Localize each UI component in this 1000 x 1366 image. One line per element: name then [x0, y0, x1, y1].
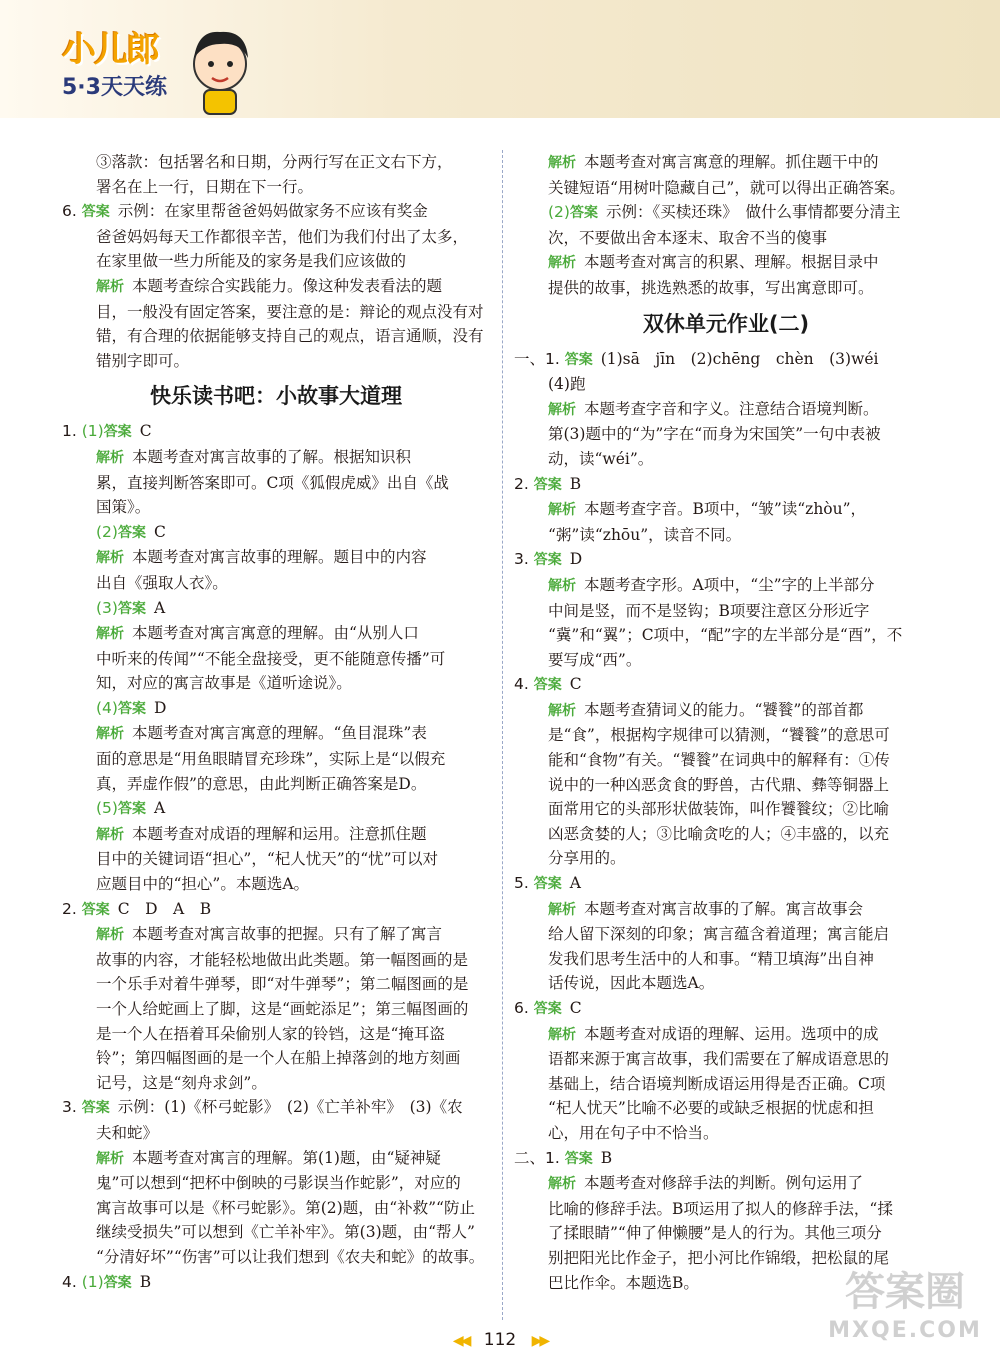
text-line: 署名在上一行，日期在下一行。 — [96, 177, 314, 196]
line-text: C D A B — [117, 899, 212, 918]
answer-tag: 答案 — [117, 524, 146, 541]
analysis-tag: 解析 — [96, 626, 124, 643]
text-line: 目中的关键词语“担心”，“杞人忧天”的“忧”可以对 — [96, 850, 439, 869]
line-text: C — [569, 999, 582, 1017]
question-number: 一、1. — [514, 349, 565, 368]
line-text: 本题考查综合实践能力。像这种发表看法的题 — [132, 276, 443, 295]
question-number: 6. — [62, 202, 82, 221]
watermark-line1: 答案圈 — [845, 1269, 965, 1315]
answer-tag: 答案 — [81, 1100, 110, 1117]
watermark — [820, 1268, 990, 1358]
answer-line — [514, 871, 938, 897]
left-column — [62, 150, 490, 1295]
analysis-tag: 解析 — [96, 826, 124, 843]
answer-tag: 答案 — [533, 876, 562, 893]
next-arrows-icon: ▶▶ — [531, 1333, 548, 1349]
line-text: C — [153, 522, 166, 541]
text-line: 了揉眼睛”“伸了伸懒腰”是人的行为。其他三项分 — [548, 1224, 882, 1243]
analysis-tag: 解析 — [548, 702, 576, 719]
mascot-boy-icon — [180, 18, 260, 118]
text-line: 关键短语“用树叶隐藏自己”，就可以得出正确答案。 — [548, 178, 905, 197]
analysis-tag: 解析 — [96, 550, 124, 567]
sub-question-number: (1) — [81, 1272, 104, 1291]
answer-line — [514, 347, 938, 373]
answer-line — [62, 897, 490, 923]
sub-question-number: (1) — [81, 422, 104, 441]
line-text: 本题考查字形。A项中，“尘”字的上半部分 — [584, 575, 875, 594]
answer-tag: 答案 — [533, 476, 562, 493]
analysis-tag: 解析 — [96, 278, 124, 295]
text-line: 一个人给蛇画上了脚，这是“画蛇添足”；第三幅图画的 — [96, 1000, 469, 1018]
text-line: 鬼”可以想到“把杯中倒映的弓影误当作蛇影”，对应的 — [96, 1174, 461, 1193]
answer-line — [514, 1171, 938, 1197]
text-line: 心，用在句子中不恰当。 — [548, 1123, 719, 1142]
answer-line — [514, 1022, 938, 1048]
line-text: 本题考查对成语的理解、运用。选项中的成 — [584, 1024, 879, 1043]
watermark-line2: MXQE.COM — [828, 1318, 982, 1343]
answer-line — [514, 497, 938, 523]
line-text: B — [569, 474, 582, 493]
brand-logo — [62, 18, 232, 104]
text-line: ③落款：包括署名和日期，分两行写在正文右下方， — [96, 153, 453, 171]
line-text: D — [153, 698, 167, 717]
line-text: A — [153, 799, 166, 818]
text-line: 累，直接判断答案即可。C项《狐假虎威》出自《战 — [96, 473, 449, 492]
answer-tag: 答案 — [103, 1274, 132, 1291]
answer-tag: 答案 — [117, 600, 146, 617]
column-divider — [502, 150, 503, 1320]
text-line: 记号，这是“刻舟求剑”。 — [96, 1073, 267, 1092]
text-line: 基础上，结合语境判断成语运用得是否正确。C项 — [548, 1074, 886, 1093]
answer-line — [514, 200, 938, 226]
line-text: 本题考查对寓言故事的了解。寓言故事会 — [584, 899, 864, 918]
text-line: 寓言故事可以是《杯弓蛇影》。第(2)题，由“补救”“防止 — [96, 1198, 475, 1217]
line-text: 示例：(1)《杯弓蛇影》 (2)《亡羊补牢》 (3)《农 — [117, 1098, 463, 1117]
right-column — [514, 150, 938, 1295]
line-text: 本题考查对寓言的积累、理解。根据目录中 — [584, 253, 879, 272]
answer-tag: 答案 — [564, 1150, 593, 1167]
text-line: 别把阳光比作金子，把小河比作锦缎，把松鼠的尾 — [548, 1248, 890, 1267]
line-text: B — [600, 1148, 613, 1167]
page-number: 112 — [483, 1330, 517, 1350]
line-text: A — [569, 874, 581, 893]
line-text: C — [569, 675, 582, 694]
answer-line — [514, 397, 938, 423]
answer-line — [514, 547, 938, 573]
text-line: 夫和蛇》 — [96, 1123, 159, 1142]
analysis-tag: 解析 — [548, 1026, 576, 1043]
question-number: 4. — [62, 1272, 82, 1291]
line-text: 本题考查对成语的理解和运用。注意抓住题 — [132, 824, 427, 843]
sub-question-number: (5) — [96, 799, 118, 818]
logo-title: 小儿郎 — [62, 30, 158, 70]
line-text: C — [139, 422, 152, 441]
answer-tag: 答案 — [564, 351, 593, 368]
question-number: 6. — [514, 999, 534, 1017]
answer-line — [62, 274, 490, 300]
text-line: 错，有合理的依据能够支持自己的观点，语言通顺，没有 — [96, 327, 484, 346]
analysis-tag: 解析 — [548, 255, 576, 272]
sub-question-number: (2) — [548, 203, 570, 222]
line-text: 本题考查对寓言故事的理解。题目中的内容 — [132, 548, 427, 567]
text-line: 给人留下深刻的印象；寓言蕴含着道理；寓言能启 — [548, 925, 890, 944]
text-line: “冀”和“翼”；C项中，“配”字的左半部分是“酉”，不 — [548, 626, 903, 645]
text-line: 要写成“西”。 — [548, 650, 642, 669]
analysis-tag: 解析 — [548, 155, 576, 171]
sub-question-number: (4) — [96, 698, 118, 717]
line-text: 本题考查对寓言故事的了解。根据知识积 — [132, 447, 412, 466]
text-line: 第(3)题中的“为”字在“而身为宋国笑”一句中表被 — [548, 425, 881, 444]
text-line: 是“食”，根据构字规律可以猜测，“饕餮”的意思可 — [548, 726, 890, 745]
line-text: 示例：在家里帮爸爸妈妈做家务不应该有奖金 — [117, 202, 428, 221]
text-line: 凶恶贪婪的人；③比喻贪吃的人；④丰盛的，以充 — [548, 824, 890, 843]
line-text: 本题考查字音和字义。注意结合语境判断。 — [584, 399, 879, 418]
text-line: 能和“食物”有关。“饕餮”在词典中的解释有：①传 — [548, 751, 890, 770]
answer-tag: 答案 — [569, 205, 598, 222]
text-line: 应题目中的“担心”。本题选A。 — [96, 875, 310, 894]
text-line: 继续受损失”可以想到《亡羊补牢》。第(3)题，由“帮人” — [96, 1223, 475, 1242]
answer-line — [514, 472, 938, 498]
analysis-tag: 解析 — [96, 1150, 124, 1167]
text-line: 错别字即可。 — [96, 351, 190, 370]
text-line: “杞人忧天”比喻不必要的或缺乏根据的忧虑和担 — [548, 1099, 874, 1118]
answer-tag: 答案 — [81, 901, 110, 918]
answer-line — [514, 698, 938, 724]
question-number: 5. — [514, 874, 534, 893]
answer-line — [62, 696, 490, 722]
section-title: 快乐读书吧：小故事大道理 — [150, 384, 402, 409]
text-line: 面常用它的头部形状做装饰，叫作饕餮纹；②比喻 — [548, 800, 890, 819]
answer-line — [62, 922, 490, 948]
question-number: 2. — [62, 899, 82, 918]
text-line: 爸爸妈妈每天工作都很辛苦，他们为我们付出了太多， — [96, 227, 469, 246]
answer-tag: 答案 — [117, 700, 146, 717]
text-line: 知，对应的寓言故事是《道听途说》。 — [96, 674, 352, 693]
line-text: 本题考查字音。B项中，“皱”读“zhòu”， — [584, 500, 867, 519]
answer-line — [62, 1146, 490, 1172]
question-number: 3. — [62, 1098, 82, 1117]
line-text: 本题考查对寓言的理解。第(1)题，由“疑神疑 — [132, 1148, 441, 1167]
question-number: 1. — [62, 422, 82, 441]
text-line: 故事的内容，才能轻松地做出此类题。第一幅图画的是 — [96, 950, 469, 969]
answer-tag: 答案 — [117, 801, 146, 818]
answer-line — [62, 796, 490, 822]
text-line: 国策》。 — [96, 498, 151, 517]
text-line: 面的意思是“用鱼眼睛冒充珍珠”，实际上是“以假充 — [96, 750, 446, 769]
text-line: (4)跑 — [548, 375, 586, 394]
answer-line — [62, 520, 490, 546]
text-line: 次，不要做出舍本逐末、取舍不当的傻事 — [548, 228, 828, 247]
line-text: A — [153, 598, 166, 617]
prev-arrows-icon: ◀◀ — [452, 1333, 469, 1349]
line-text: 本题考查对寓言寓意的理解。由“从别人口 — [132, 624, 419, 643]
analysis-tag: 解析 — [548, 1176, 576, 1193]
line-text: 本题考查对寓言寓意的理解。“鱼目混珠”表 — [132, 724, 427, 743]
text-line: “粥”读“zhōu”，读音不同。 — [548, 525, 742, 544]
section-title: 双休单元作业(二) — [642, 311, 810, 336]
answer-line — [62, 1095, 490, 1121]
answer-line — [62, 419, 490, 445]
answer-line — [514, 1146, 938, 1172]
answer-line — [514, 573, 938, 599]
answer-line — [62, 596, 490, 622]
logo-subtitle: 5·3天天练 — [62, 75, 167, 100]
text-line: “分清好坏”“伤害”可以让我们想到《农夫和蛇》的故事。 — [96, 1247, 485, 1266]
line-text: D — [569, 550, 583, 569]
text-line: 动，读“wéi”。 — [548, 449, 654, 468]
answer-tag: 答案 — [533, 677, 562, 694]
answer-line — [62, 545, 490, 571]
text-line: 发我们思考生活中的人和事。“精卫填海”出自神 — [548, 949, 874, 968]
text-line: 分享用的。 — [548, 849, 626, 868]
question-number: 3. — [514, 550, 534, 569]
sub-question-number: (2) — [96, 522, 118, 541]
question-number: 2. — [514, 474, 534, 493]
answer-line — [62, 199, 490, 225]
answer-line — [514, 250, 938, 276]
text-line: 说中的一种凶恶贪食的野兽，古代鼎、彝等铜器上 — [548, 775, 890, 794]
answer-line — [62, 621, 490, 647]
analysis-tag: 解析 — [96, 449, 124, 466]
line-text: 本题考查对寓言故事的把握。只有了解了寓言 — [132, 925, 443, 944]
text-line: 中听来的传闻”“不能全盘接受，更不能随意传播”可 — [96, 649, 446, 668]
answer-line — [62, 721, 490, 747]
analysis-tag: 解析 — [548, 401, 576, 418]
answer-line — [62, 445, 490, 471]
text-line: 出自《强取人衣》。 — [96, 573, 228, 592]
answer-tag: 答案 — [103, 424, 132, 441]
text-line: 提供的故事，挑选熟悉的故事，写出寓意即可。 — [548, 278, 874, 297]
answer-line — [62, 822, 490, 848]
line-text: 本题考查对寓言寓意的理解。抓住题干中的 — [584, 153, 879, 171]
text-line: 目，一般没有固定答案，要注意的是：辩论的观点没有对 — [96, 302, 484, 321]
answer-tag: 答案 — [533, 552, 562, 569]
answer-line — [514, 672, 938, 698]
text-line: 巴比作伞。本题选B。 — [548, 1273, 699, 1292]
text-line: 一个乐手对着牛弹琴，即“对牛弹琴”；第二幅图画的是 — [96, 975, 469, 994]
text-line: 中间是竖，而不是竖钩；B项要注意区分形近字 — [548, 601, 870, 620]
question-number: 二、1. — [514, 1148, 565, 1167]
text-line: 在家里做一些力所能及的家务是我们应该做的 — [96, 252, 407, 271]
analysis-tag: 解析 — [548, 577, 576, 594]
text-line: 真，弄虚作假”的意思，由此判断正确答案是D。 — [96, 774, 427, 793]
line-text: 本题考查对修辞手法的判断。例句运用了 — [584, 1174, 864, 1193]
text-line: 话传说，因此本题选A。 — [548, 974, 715, 993]
question-number: 4. — [514, 675, 534, 694]
answer-line — [514, 897, 938, 923]
answer-tag: 答案 — [533, 1001, 562, 1017]
analysis-tag: 解析 — [96, 726, 124, 743]
answer-tag: 答案 — [81, 204, 110, 221]
analysis-tag: 解析 — [96, 927, 124, 944]
answer-line — [62, 1270, 490, 1296]
text-line: 是一个人在捂着耳朵偷别人家的铃铛，这是“掩耳盗 — [96, 1024, 445, 1043]
line-text: (1)sā jīn (2)chēng chèn (3)wéi — [600, 349, 879, 368]
text-line: 比喻的修辞手法。B项运用了拟人的修辞手法，“揉 — [548, 1199, 893, 1218]
analysis-tag: 解析 — [548, 901, 576, 918]
line-text: 示例：《买椟还珠》 做什么事情都要分清主 — [605, 203, 901, 222]
analysis-tag: 解析 — [548, 502, 576, 519]
line-text: 本题考查猜词义的能力。“饕餮”的部首都 — [584, 700, 864, 719]
answer-line — [514, 996, 938, 1022]
text-line: 语都来源于寓言故事，我们需要在了解成语意思的 — [548, 1050, 890, 1069]
line-text: B — [139, 1272, 152, 1291]
sub-question-number: (3) — [96, 598, 118, 617]
text-line: 铃”；第四幅图画的是一个人在船上掉落剑的地方刻画 — [96, 1049, 461, 1068]
answer-line — [514, 150, 938, 176]
